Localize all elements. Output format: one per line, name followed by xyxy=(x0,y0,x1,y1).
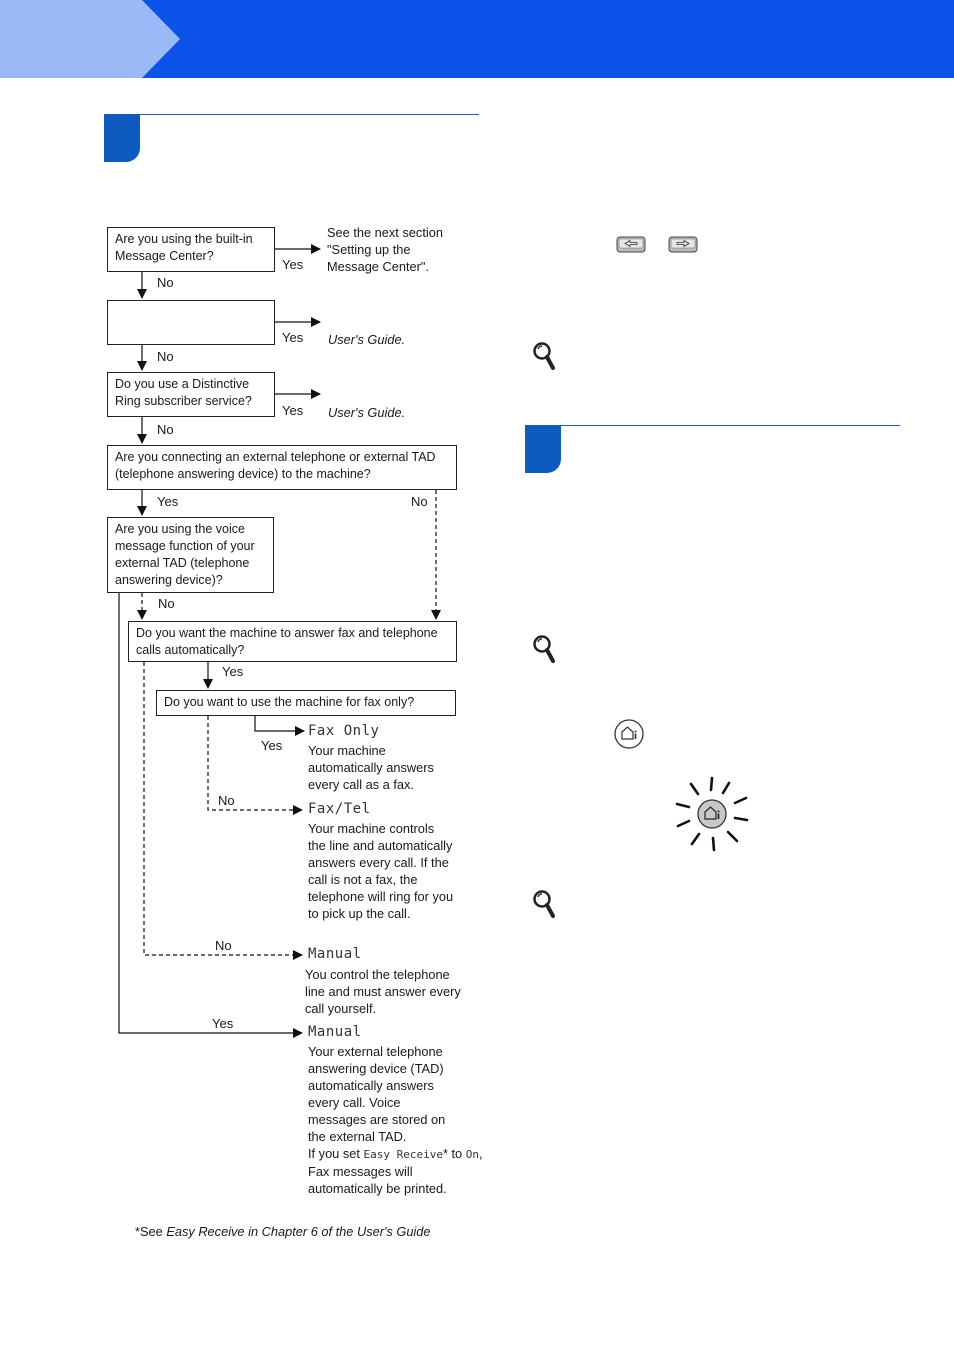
blinking-home-info-key-icon xyxy=(674,776,750,852)
result-message-center: See the next section "Setting up the Message Center". xyxy=(327,225,443,274)
result-users-guide: User's Guide. xyxy=(328,332,406,347)
question-text: Do you want the machine to answer fax and telephone calls automatically? xyxy=(136,626,438,657)
question-answer-automatically xyxy=(128,621,457,662)
label-yes: Yes xyxy=(261,738,283,753)
note-text: If you set xyxy=(308,1146,364,1161)
question-distinctive-ring xyxy=(107,372,275,417)
left-arrow-key-icon xyxy=(616,236,646,254)
home-info-key-icon xyxy=(613,718,645,750)
label-no: No xyxy=(218,793,235,808)
mode-manual-tad: Manual xyxy=(308,1024,362,1040)
question-voice-message xyxy=(107,517,274,593)
question-message-center xyxy=(107,227,275,272)
label-no: No xyxy=(411,494,428,509)
result-users-guide: User's Guide. xyxy=(328,405,406,420)
mode-fax-only: Fax Only xyxy=(308,723,380,739)
label-no: No xyxy=(158,596,175,611)
label-yes: Yes xyxy=(157,494,179,509)
mode-manual-description: You control the telephone line and must answer every call yourself. xyxy=(305,967,461,1016)
label-yes: Yes xyxy=(282,403,304,418)
footnote xyxy=(135,1223,431,1240)
magnifier-icon xyxy=(532,341,556,371)
note-code: Easy Receive xyxy=(363,1148,443,1161)
right-arrow-key-icon xyxy=(668,236,698,254)
label-no: No xyxy=(157,349,174,364)
note-text: , Fax messages will automatically be printed. xyxy=(308,1146,483,1196)
question-fax-only xyxy=(156,690,456,716)
question-text: Are you using the built-in Message Center? xyxy=(115,232,253,263)
question-text: Do you want to use the machine for fax only? xyxy=(164,695,415,709)
note-text: * to xyxy=(442,1146,466,1161)
question-text: Do you use a Distinctive Ring subscriber service? xyxy=(115,377,252,408)
easy-receive-note xyxy=(308,1145,483,1197)
note-code: On xyxy=(465,1148,479,1161)
mode-fax-tel: Fax/Tel xyxy=(308,801,371,817)
mode-manual: Manual xyxy=(308,946,362,962)
question-blank xyxy=(107,300,275,345)
label-no: No xyxy=(157,275,174,290)
question-text: Are you connecting an external telephone or external TAD (telephone answering device) to the machine? xyxy=(115,450,436,481)
mode-manual-tad-description: Your external telephone answering device (TAD) automatically answers every call. Voice messages are stored on the external TAD. xyxy=(308,1044,446,1144)
label-yes: Yes xyxy=(282,257,304,272)
mode-fax-tel-description: Your machine controls the line and automatically answers every call. If the call is not a fax, the telephone will ring for you to pick up the call. xyxy=(308,821,454,921)
footnote-reference: Easy Receive in Chapter 6 of the User's Guide xyxy=(166,1224,431,1239)
mode-fax-only-description: Your machine automatically answers every call as a fax. xyxy=(308,743,434,792)
label-no: No xyxy=(157,422,174,437)
label-yes: Yes xyxy=(282,330,304,345)
footnote-prefix: *See xyxy=(135,1224,167,1239)
question-external-tad xyxy=(107,445,457,490)
label-yes: Yes xyxy=(212,1016,234,1031)
magnifier-icon xyxy=(532,634,556,664)
label-no: No xyxy=(215,938,232,953)
magnifier-icon xyxy=(532,889,556,919)
label-yes: Yes xyxy=(222,664,244,679)
question-text: Are you using the voice message function of your external TAD (telephone answering device)? xyxy=(115,522,255,587)
